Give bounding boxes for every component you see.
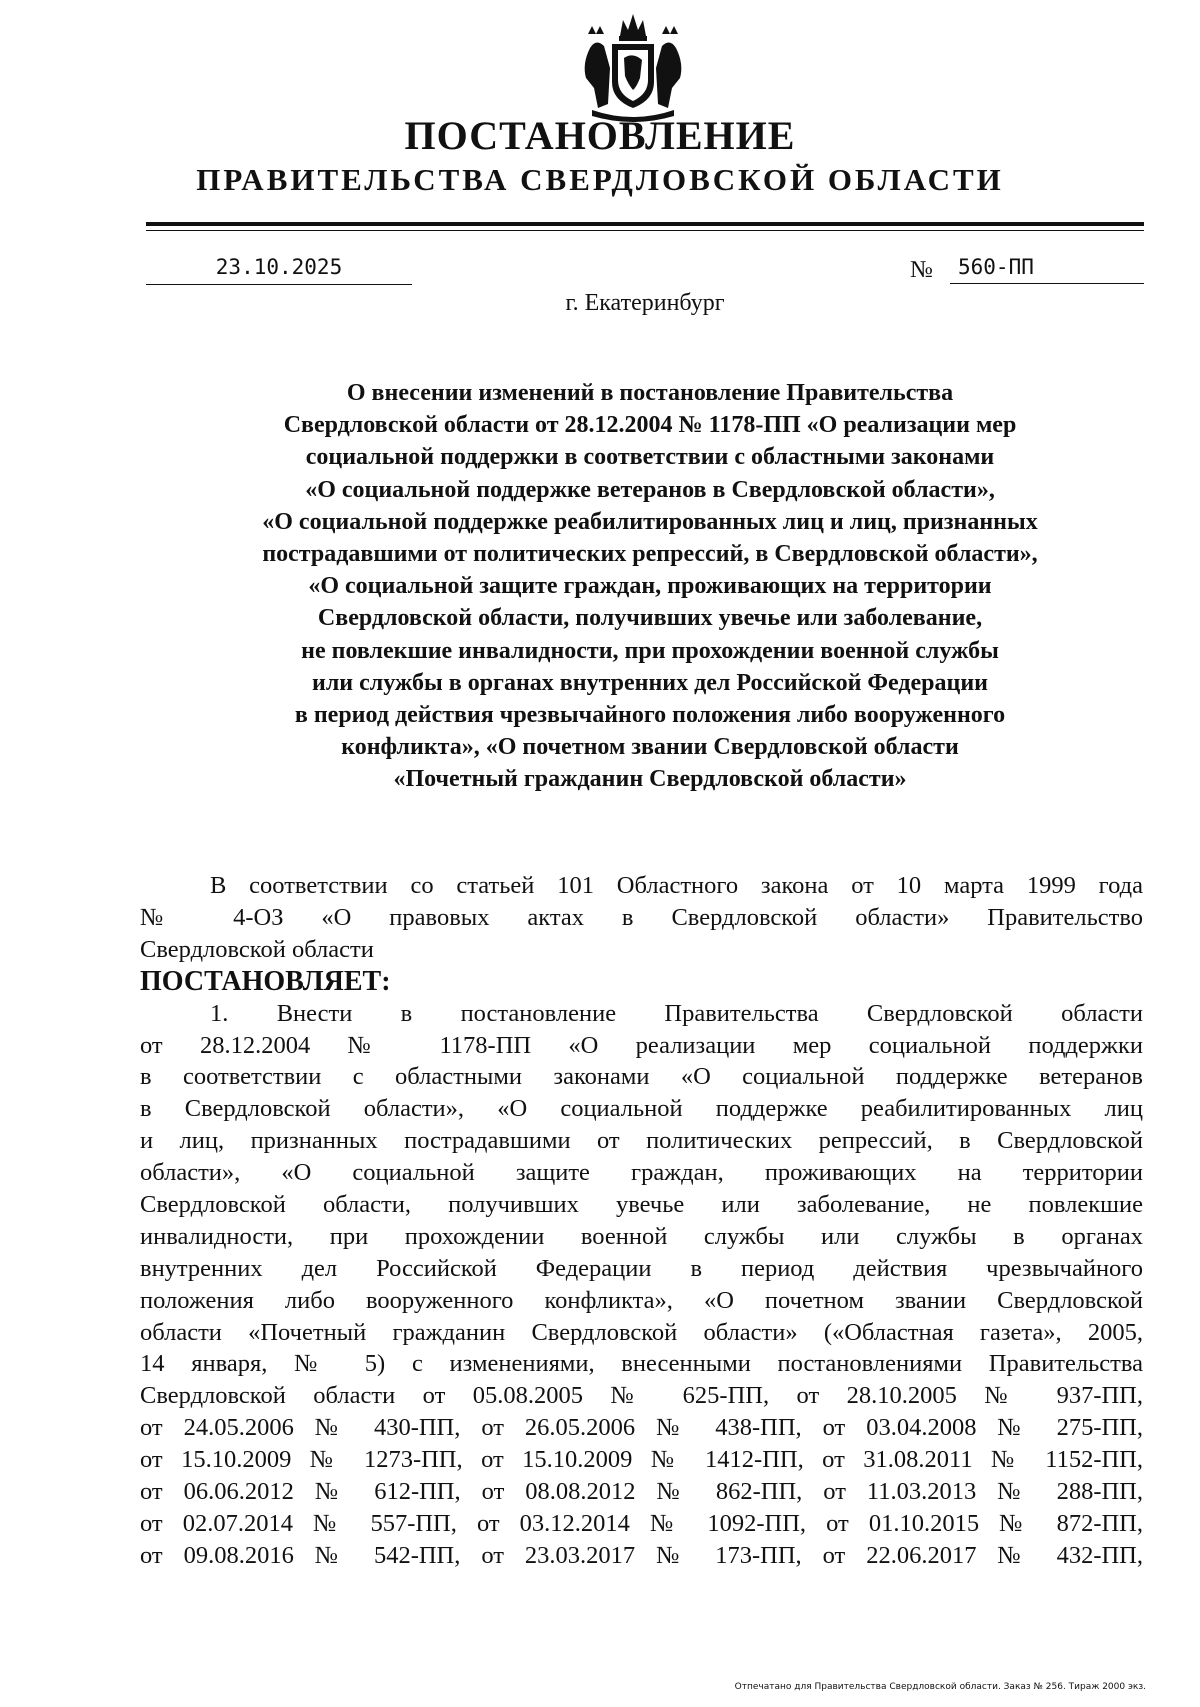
number-sign: № [910,257,933,283]
item-line: от 28.12.2004 № 1178-ПП «О реализации мер социальной поддержки [140,1031,1143,1059]
document-title: ПОСТАНОВЛЕНИЕ [404,113,796,158]
item-line: от 09.08.2016 № 542-ПП, от 23.03.2017 № 173-ПП, от 22.06.2017 № 432-ПП, [140,1541,1143,1569]
heading-line: Свердловской области от 28.12.2004 № 1178-ПП «О реализации мер [283,412,1017,439]
item-line: 14 января, № 5) с изменениями, внесенными постановлениями Правительства [140,1350,1143,1378]
item-line: от 02.07.2014 № 557-ПП, от 03.12.2014 № 1092-ПП, от 01.10.2015 № 872-ПП, [140,1509,1143,1537]
print-footer: Отпечатано для Правительства Свердловской области. Заказ № 256. Тираж 2000 экз. [734,1682,1146,1692]
heading-line: «Почетный гражданин Свердловской области» [393,766,907,793]
heading-line: конфликта», «О почетном звании Свердловской области [341,734,959,761]
document-date: 23.10.2025 [146,252,412,285]
document-heading [150,377,1150,796]
city: г. Екатеринбург [565,290,725,316]
heading-line: «О социальной защите граждан, проживающих на территории [308,573,992,600]
coat-of-arms-icon [578,8,688,126]
item-line: Свердловской области, получивших увечье или заболевание, не повлекшие [140,1191,1143,1219]
resolves-heading: ПОСТАНОВЛЯЕТ: [140,965,391,997]
item-line: от 06.06.2012 № 612-ПП, от 08.08.2012 № 862-ПП, от 11.03.2013 № 288-ПП, [140,1478,1143,1506]
preamble-line: В соответствии со статьей 101 Областного закона от 10 марта 1999 года [210,872,1143,899]
header-divider-thin [146,230,1144,231]
item-line: внутренних дел Российской Федерации в период действия чрезвычайного [140,1254,1143,1282]
heading-line: в период действия чрезвычайного положения либо вооруженного [294,702,1006,729]
heading-line: Свердловской области, получивших увечье или заболевание, [317,605,983,632]
heading-line: О внесении изменений в постановление Правительства [346,380,954,406]
document-body [140,870,1143,1572]
item-line: и лиц, признанных пострадавшими от политических репрессий, в Свердловской [140,1127,1143,1155]
header-divider-thick [146,222,1144,226]
document-subtitle: ПРАВИТЕЛЬСТВА СВЕРДЛОВСКОЙ ОБЛАСТИ [196,162,1004,197]
heading-line: «О социальной поддержке реабилитированных лиц и лиц, признанных [262,508,1038,535]
item-line: в Свердловской области», «О социальной поддержке реабилитированных лиц [140,1095,1143,1123]
item-line: инвалидности, при прохождении военной службы или службы в органах [140,1222,1143,1250]
preamble-line: Свердловской области [140,935,374,963]
item-line: в соответствии с областными законами «О социальной поддержке ветеранов [140,1063,1143,1091]
item-line: положения либо вооруженного конфликта», «О почетном звании Свердловской [140,1286,1143,1314]
heading-line: пострадавшими от политических репрессий, в Свердловской области», [262,541,1038,568]
heading-line: «О социальной поддержке ветеранов в Свердловской области», [305,476,995,503]
item-line: области «Почетный гражданин Свердловской области» («Областная газета», 2005, [140,1318,1143,1346]
item-line: 1. Внести в постановление Правительства Свердловской области [210,999,1143,1027]
item-line: Свердловской области от 05.08.2005 № 625-ПП, от 28.10.2005 № 937-ПП, [140,1382,1143,1410]
item-line: от 24.05.2006 № 430-ПП, от 26.05.2006 № 438-ПП, от 03.04.2008 № 275-ПП, [140,1414,1143,1442]
item-line: области», «О социальной защите граждан, проживающих на территории [140,1159,1143,1187]
heading-line: социальной поддержки в соответствии с областными законами [305,444,995,471]
heading-line: или службы в органах внутренних дел Российской Федерации [312,669,988,696]
document-number: 560-ПП [950,252,1144,284]
item-line: от 15.10.2009 № 1273-ПП, от 15.10.2009 № 1412-ПП, от 31.08.2011 № 1152-ПП, [140,1446,1143,1474]
preamble-line: № 4-ОЗ «О правовых актах в Свердловской области» Правительство [140,903,1143,931]
heading-line: не повлекшие инвалидности, при прохождении военной службы [301,637,999,664]
